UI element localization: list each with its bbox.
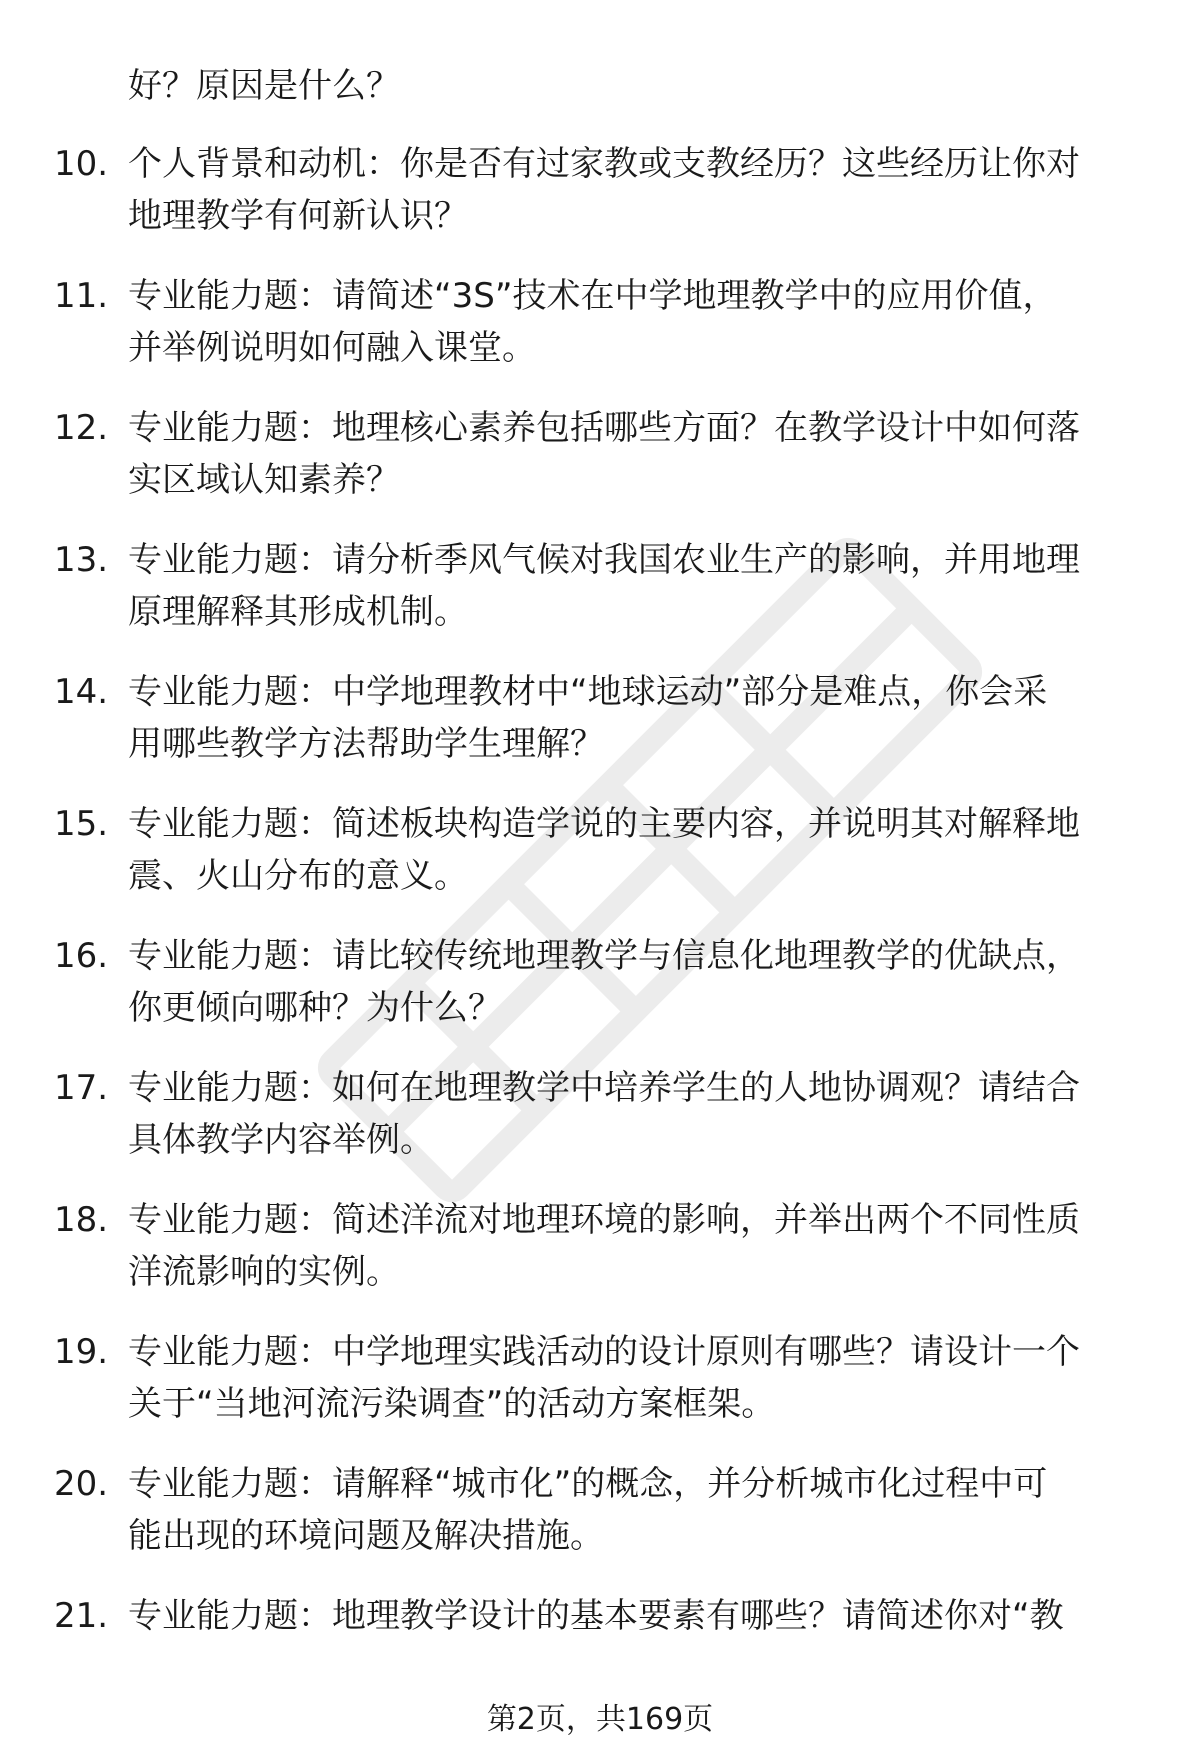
question-line: 实区域认知素养？ [128,460,400,500]
question-text [128,402,1138,506]
question-text [128,930,1138,1034]
question-line: 洋流影响的实例。 [128,1252,400,1292]
question-line: 个人背景和动机：你是否有过家教或支教经历？这些经历让你对 [128,144,1080,184]
question-line: 能出现的环境问题及解决措施。 [128,1516,604,1556]
page-footer: 第2页，共169页 [486,1702,714,1737]
question-line: 震、火山分布的意义。 [128,856,468,896]
question-text [128,1458,1138,1562]
list-item [0,402,1200,506]
question-line: 地理教学有何新认识？ [128,196,468,236]
question-list [0,138,1200,1722]
question-text [128,1062,1138,1166]
question-line: 专业能力题：地理教学设计的基本要素有哪些？请简述你对“教 [128,1596,1064,1636]
question-number: 15. [54,804,109,844]
list-item [0,534,1200,638]
question-line: 专业能力题：地理核心素养包括哪些方面？在教学设计中如何落 [128,408,1080,448]
question-number: 13. [54,540,109,580]
list-item [0,798,1200,902]
question-text [128,666,1138,770]
question-number: 16. [54,936,109,976]
question-number: 18. [54,1200,109,1240]
question-number: 17. [54,1068,109,1108]
question-line: 专业能力题：请分析季风气候对我国农业生产的影响，并用地理 [128,540,1080,580]
list-item [0,666,1200,770]
list-item [0,1326,1200,1430]
question-line: 专业能力题：请简述“3S”技术在中学地理教学中的应用价值， [128,276,1057,316]
question-line: 专业能力题：简述洋流对地理环境的影响，并举出两个不同性质 [128,1200,1080,1240]
question-number: 19. [54,1332,109,1372]
question-text [128,1326,1138,1430]
list-item [0,1590,1200,1694]
question-text [128,534,1138,638]
question-number: 14. [54,672,109,712]
question-line: 专业能力题：中学地理实践活动的设计原则有哪些？请设计一个 [128,1332,1080,1372]
list-item [0,138,1200,242]
question-line: 专业能力题：请比较传统地理教学与信息化地理教学的优缺点， [128,936,1080,976]
question-text [128,138,1138,242]
question-line: 原理解释其形成机制。 [128,592,468,632]
question-line: 专业能力题：请解释“城市化”的概念，并分析城市化过程中可 [128,1464,1048,1504]
question-line: 专业能力题：简述板块构造学说的主要内容，并说明其对解释地 [128,804,1080,844]
question-line: 你更倾向哪种？为什么？ [128,988,502,1028]
question-number: 12. [54,408,109,448]
question-text [128,270,1138,374]
question-number: 21. [54,1596,109,1636]
list-item [0,1062,1200,1166]
question-text [128,1590,1138,1642]
question-line: 并举例说明如何融入课堂。 [128,328,536,368]
question-number: 10. [54,144,109,184]
question-line: 专业能力题：如何在地理教学中培养学生的人地协调观？请结合 [128,1068,1080,1108]
question-line: 关于“当地河流污染调查”的活动方案框架。 [128,1384,776,1424]
question-line: 具体教学内容举例。 [128,1120,434,1160]
question-line: 用哪些教学方法帮助学生理解？ [128,724,604,764]
list-item [0,270,1200,374]
question-number: 11. [54,276,109,316]
question-number: 20. [54,1464,109,1504]
list-item [0,1458,1200,1562]
question-line: 专业能力题：中学地理教材中“地球运动”部分是难点，你会采 [128,672,1048,712]
continuation-line: 好？原因是什么？ [128,66,400,106]
list-item [0,930,1200,1034]
question-text [128,1194,1138,1298]
list-item [0,1194,1200,1298]
question-text [128,798,1138,902]
